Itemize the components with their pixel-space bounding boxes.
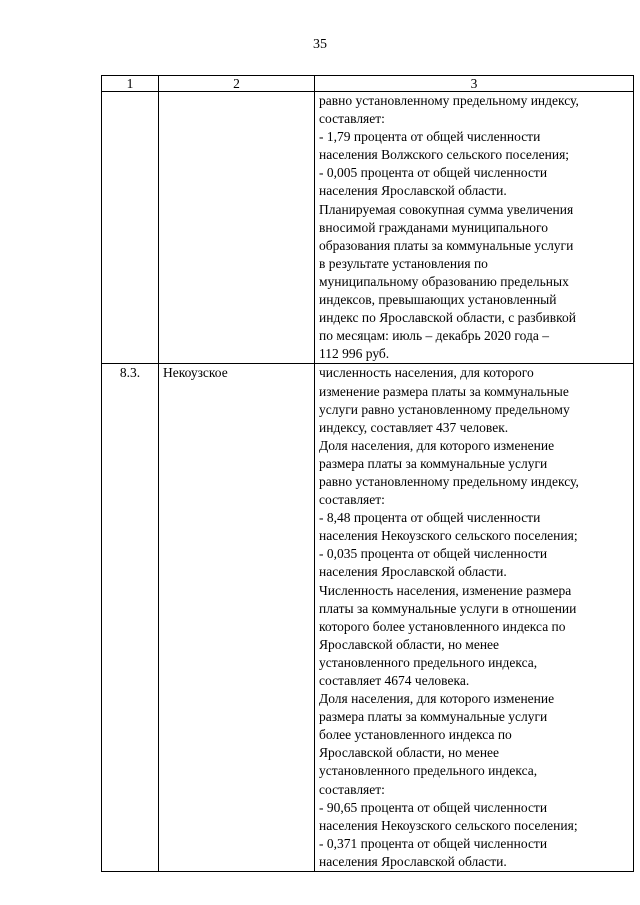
text-line: образования платы за коммунальные услуги — [319, 237, 574, 253]
text-line: составляет 4674 человека. — [319, 673, 470, 688]
text-line: Ярославской области, но менее — [319, 745, 500, 761]
table-header-row — [102, 76, 634, 92]
text-line: индексов, превышающих установленный — [319, 292, 557, 308]
text-line: составляет: — [319, 781, 385, 797]
column-header-1: 1 — [102, 76, 159, 92]
text-line: изменение размера платы за коммунальные — [319, 383, 569, 399]
text-line: Планируемая совокупная сумма увеличения — [319, 201, 574, 217]
text-line: населения Ярославской области. — [319, 853, 507, 869]
text-line: услуги равно установленному предельному — [319, 401, 570, 417]
text-line: Доля населения, для которого изменение — [319, 437, 555, 453]
text-line: равно установленному предельному индексу, — [319, 93, 579, 108]
description-cell — [315, 364, 634, 872]
description-cell — [315, 92, 634, 364]
table-body — [102, 92, 634, 872]
text-line: населения Волжского сельского поселения; — [319, 147, 570, 163]
text-line: которого более установленного индекса по — [319, 618, 566, 634]
text-line: размера платы за коммунальные услуги — [319, 709, 548, 725]
text-line: составляет: — [319, 111, 385, 127]
text-line: равно установленному предельному индексу, — [319, 473, 579, 489]
text-line: установленного предельного индекса, — [319, 763, 538, 779]
column-header-3: 3 — [315, 76, 634, 92]
text-line: муниципальному образованию предельных — [319, 273, 569, 289]
text-line: - 0,035 процента от общей численности — [319, 546, 548, 562]
text-line: - 8,48 процента от общей численности — [319, 510, 541, 526]
document-table — [101, 75, 634, 872]
text-line: - 1,79 процента от общей численности — [319, 129, 541, 145]
text-line: 112 996 руб. — [319, 346, 390, 362]
page-number: 35 — [313, 37, 327, 52]
text-line: Доля населения, для которого изменение — [319, 691, 555, 707]
text-line: численность населения, для которого — [319, 365, 534, 381]
text-line: - 0,005 процента от общей численности — [319, 165, 548, 181]
text-line: населения Некоузского сельского поселения; — [319, 528, 578, 544]
text-line: платы за коммунальные услуги в отношении — [319, 600, 577, 616]
text-line: в результате установления по — [319, 255, 488, 271]
table-row — [102, 364, 634, 872]
text-line: индексу, составляет 437 человек. — [319, 419, 509, 435]
text-line: по месяцам: июль – декабрь 2020 года – — [319, 328, 549, 344]
text-line: размера платы за коммунальные услуги — [319, 455, 548, 471]
text-line: составляет: — [319, 492, 385, 508]
text-line: установленного предельного индекса, — [319, 654, 538, 670]
text-line: населения Ярославской области. — [319, 183, 507, 199]
row-number-cell — [102, 92, 159, 364]
text-line: - 90,65 процента от общей численности — [319, 799, 548, 815]
municipality-name-cell — [159, 92, 315, 364]
column-header-2: 2 — [159, 76, 315, 92]
text-line: индекс по Ярославской области, с разбивкой — [319, 310, 576, 326]
text-line: - 0,371 процента от общей численности — [319, 835, 548, 851]
row-number-cell: 8.3. — [102, 364, 159, 872]
text-line: населения Некоузского сельского поселения; — [319, 817, 578, 833]
text-line: вносимой гражданами муниципального — [319, 219, 548, 235]
text-line: населения Ярославской области. — [319, 564, 507, 580]
text-line: Численность населения, изменение размера — [319, 582, 572, 598]
text-line: Ярославской области, но менее — [319, 636, 500, 652]
text-line: более установленного индекса по — [319, 727, 512, 743]
municipality-name-cell: Некоузское — [159, 364, 315, 872]
table-row — [102, 92, 634, 364]
